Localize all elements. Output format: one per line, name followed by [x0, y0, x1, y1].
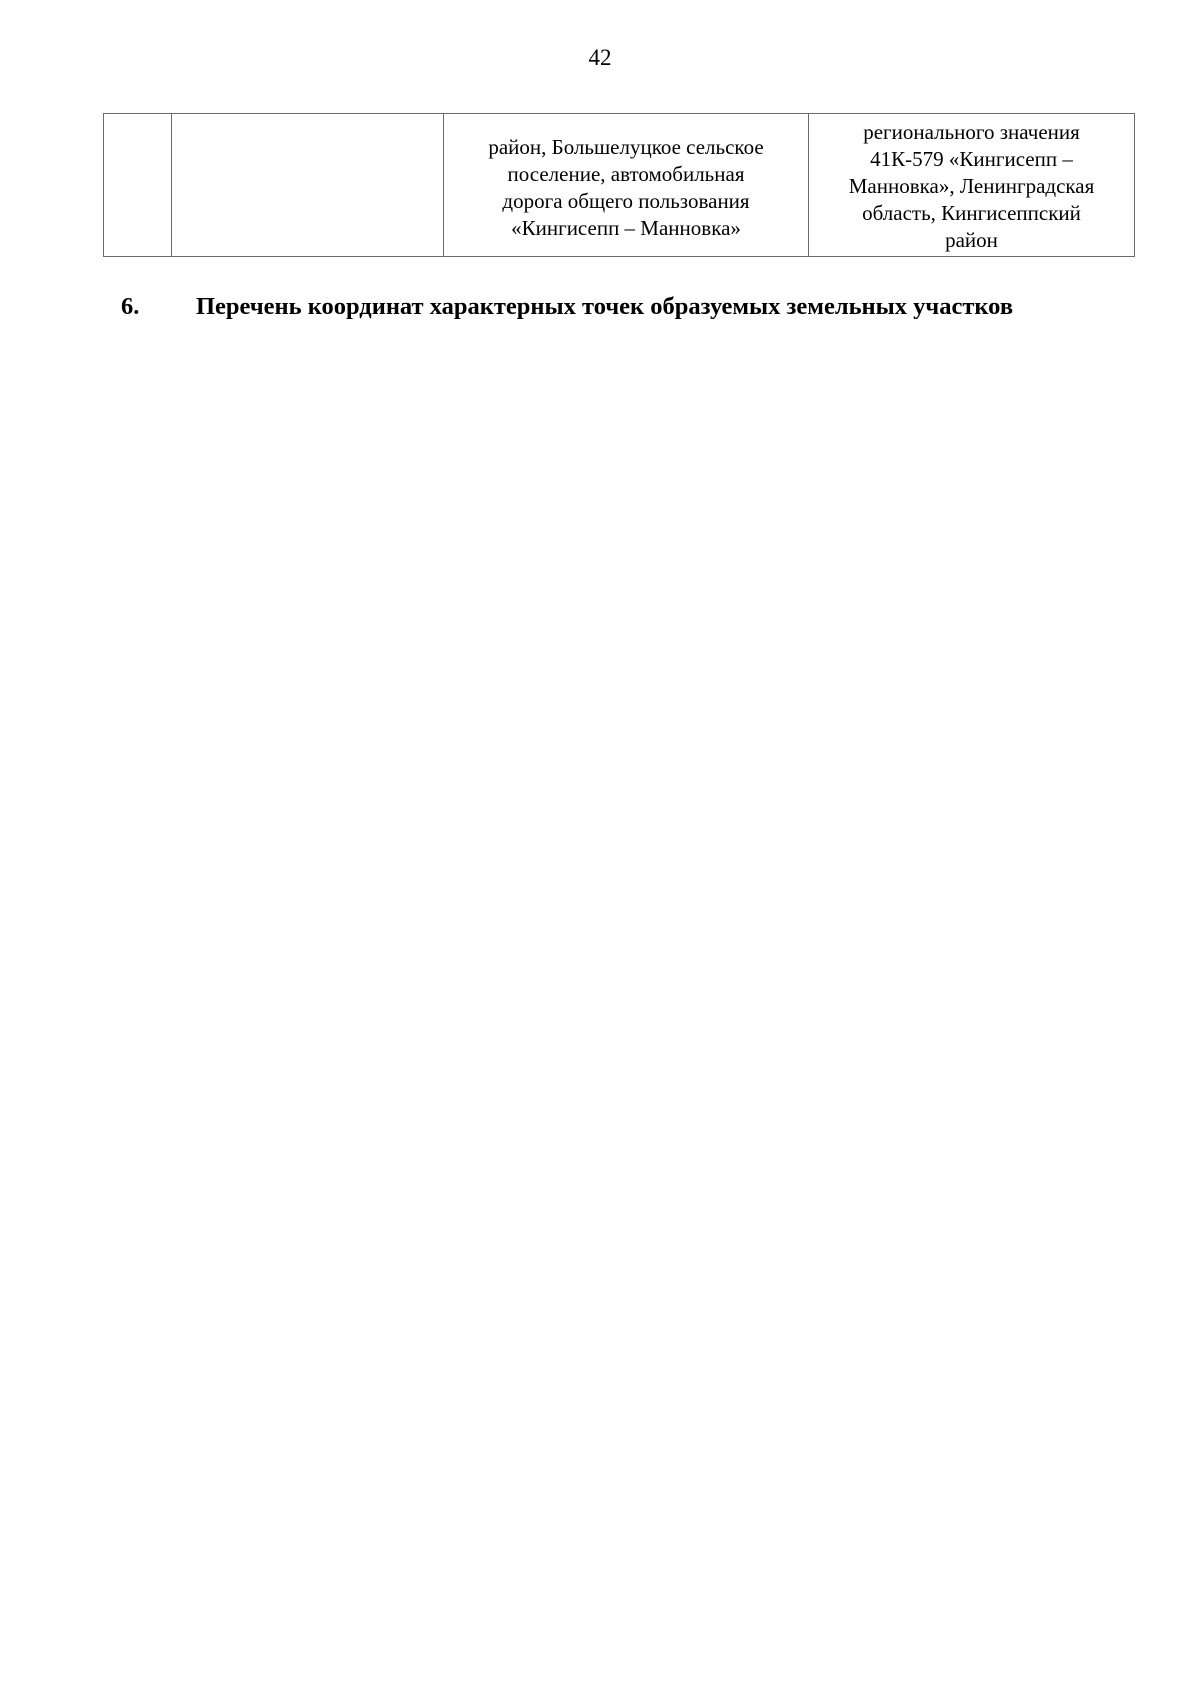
section-heading [121, 292, 1141, 322]
cell-line: район, Большелуцкое сельское [488, 135, 764, 159]
cell-line: область, Кингисеппский [862, 200, 1081, 225]
section-title: Перечень координат характерных точек образуемых земельных участков [196, 293, 1014, 320]
table-cell-number [104, 114, 172, 257]
cell-line: 41К-579 «Кингисепп – [870, 146, 1073, 171]
table-cell-description [809, 114, 1135, 257]
cell-line: район [945, 227, 998, 252]
cell-line: «Кингисепп – Манновка» [511, 216, 741, 240]
cell-line: Манновка», Ленинградская [848, 173, 1095, 198]
cell-line: регионального значения [863, 119, 1080, 144]
table-cell-location [444, 114, 809, 257]
page-number: 42 [588, 45, 612, 70]
table-row [104, 114, 1135, 257]
cell-line: дорога общего пользования [502, 189, 750, 213]
continuation-table [103, 113, 1135, 257]
cell-line: поселение, автомобильная [507, 162, 745, 186]
section-number: 6. [121, 293, 140, 320]
table-cell-name [172, 114, 444, 257]
